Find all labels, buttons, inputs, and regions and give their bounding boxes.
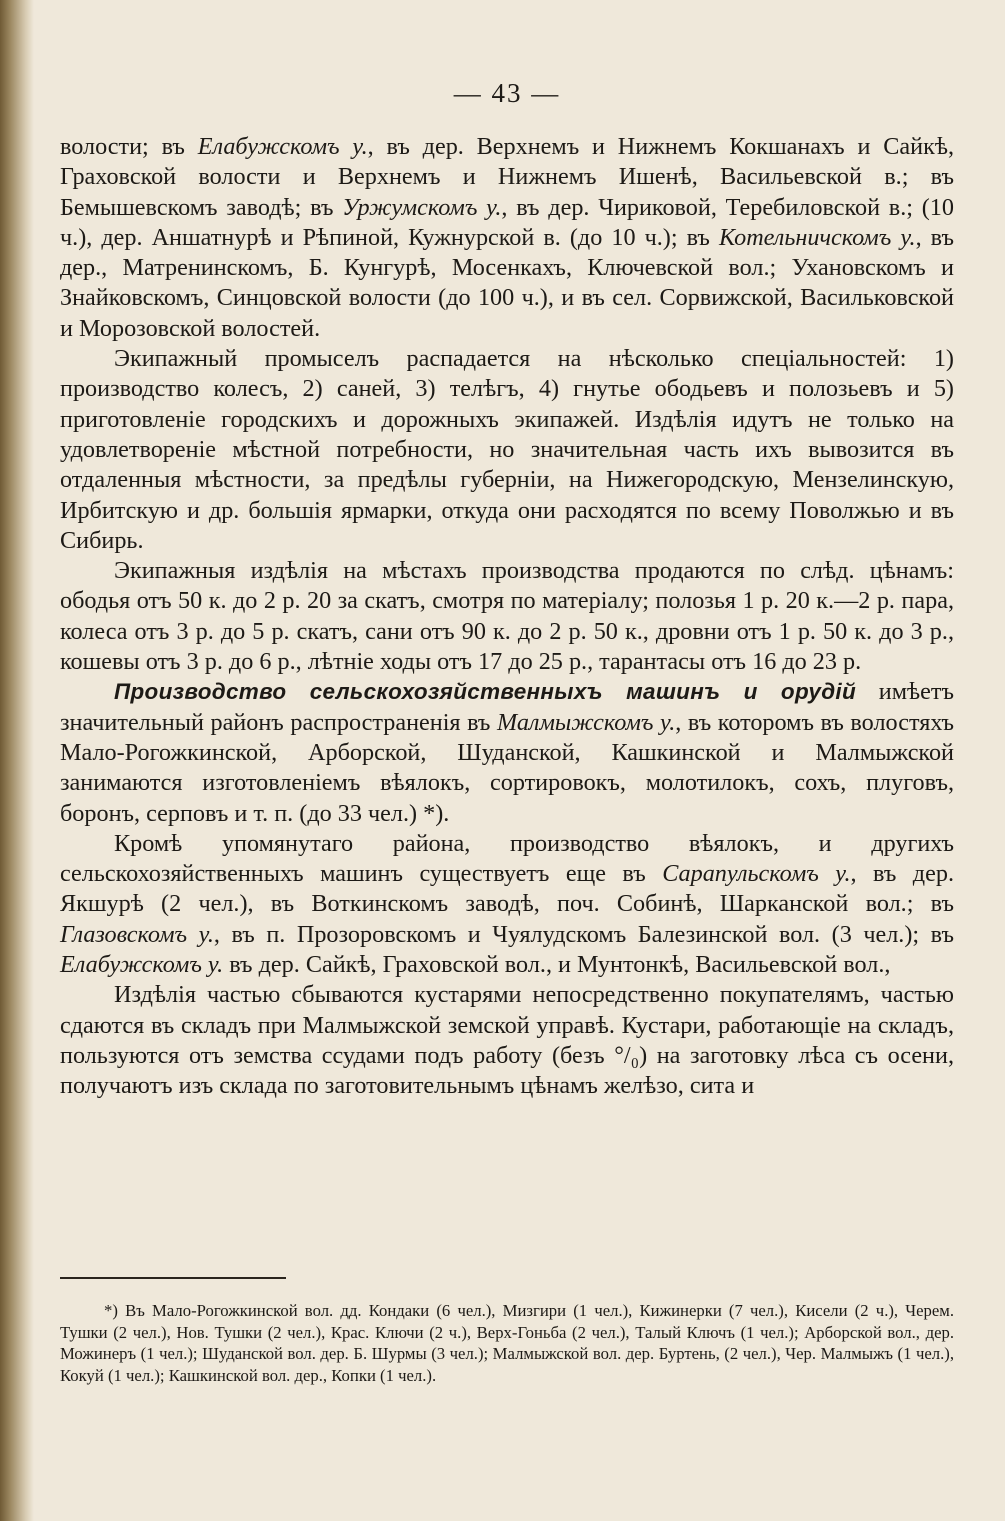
text-segment: , въ которомъ въ волостяхъ Мало-Рогожкинской, Арборской, Шуданской, Кашкинской и Малмыжской занимаются изготовленіемъ вѣялокъ, сортировокъ, молотилокъ, сохъ, плуговъ, боронъ, серповъ и т. п. (до 33 чел.) *). <box>60 708 955 827</box>
text-segment: Экипажныя издѣлія на мѣстахъ производства продаются по слѣд. цѣнамъ: ободья отъ 50 к. до 2 р. 20 за скатъ, смотря по матеріалу; полозья 1 р. 20 к.—2 р. пара, колеса отъ 3 р. до 5 р. скатъ, сани отъ 90 к. до 2 р. 50 к., дровни отъ 1 р. 50 к. до 3 р., кошевы отъ 3 р. до 6 р., лѣтніе ходы отъ 17 до 25 р., тарантасы отъ 16 до 23 р. <box>60 557 954 676</box>
text-segment: Экипажный промыселъ распадается на нѣсколько спеціальностей: 1) производство колесъ, 2) саней, 3) телѣгъ, 4) гнутье ободьевъ и полозьевъ и 5) приготовленіе городскихъ и дорожныхъ экипажей. Издѣлія идутъ не только на удовлетвореніе мѣстной потребности, но значительная часть ихъ вывозится въ отдаленныя мѣстности, за предѣлы губерніи, на Нижегородскую, Мензелинскую, Ирбитскую и др. большія ярмарки, откуда они расходятся по всему Поволжью и въ Сибирь. <box>60 345 954 554</box>
page-binding-edge <box>0 0 34 1521</box>
document-page <box>60 70 954 1490</box>
text-segment: въ дер. Сайкѣ, Граховской вол., и Мунтонкѣ, Васильевской вол., <box>223 951 891 979</box>
text-segment: , въ дер., Матренинскомъ, Б. Кунгурѣ, Мосенкахъ, Ключевской вол.; Ухановскомъ и Знайковскомъ, Синцовской волости (до 100 ч.), и въ сел. Сорвижской, Васильковской и Морозовской волостей. <box>60 223 954 342</box>
text-segment: Издѣлія частью сбываются кустарями непосредственно покупателямъ, частью сдаются въ складъ при Малмыжской земской управѣ. Кустари, работающіе на складъ, пользуются отъ земства ссудами подъ работу (безъ °/₀) на заготовку лѣса съ осени, получаютъ изъ склада по заготовительнымъ цѣнамъ желѣзо, сита и <box>60 981 954 1100</box>
main-text <box>60 132 954 1102</box>
italic-place-name: Елабужскомъ у. <box>197 133 368 160</box>
footnote-divider <box>60 1277 286 1279</box>
text-segment: , въ дер. Чириковой, Теребиловской в.; (10 ч.), дер. Аншатнурѣ и Рѣпиной, Кужнурской в. (до 10 ч.); въ <box>60 193 954 251</box>
text-segment: , въ дер. Якшурѣ (2 чел.), въ Воткинскомъ заводѣ, поч. Собинѣ, Шарканской вол.; въ <box>60 860 954 918</box>
text-segment: имѣетъ значительный районъ распространенія въ <box>60 678 954 736</box>
italic-place-name: Малмыжскомъ у. <box>497 708 676 736</box>
text-segment: Кромѣ упомянутаго района, производство вѣялокъ, и другихъ сельскохозяйственныхъ машинъ существуетъ еще въ <box>60 829 954 888</box>
footnote <box>60 1300 954 1386</box>
text-segment: волости; въ <box>60 133 198 160</box>
paragraph-5 <box>60 829 954 980</box>
footnote-text: *) Въ Мало-Рогожкинской вол. дд. Кондаки (6 чел.), Мизгири (1 чел.), Кижинерки (7 чел.), Кисели (2 ч.), Черем. Тушки (2 чел.), Нов. Тушки (2 чел.), Крас. Ключи (2 ч.), Верх-Гоньба (2 чел.), Талый Ключъ (1 чел.); Арборской вол., дер. Можинеръ (1 чел.); Шуданской вол. дер. Б. Шурмы (3 чел.); Малмыжской вол. дер. Буртень, (2 чел.), Чер. Малмыжъ (1 чел.), Кокуй (1 чел.); Кашкинской вол. дер., Копки (1 чел.). <box>60 1301 954 1385</box>
section-heading: Производство сельскохозяйственныхъ машинъ и орудій <box>114 679 857 705</box>
paragraph-4 <box>60 677 954 828</box>
page-number: — 43 — <box>453 78 561 108</box>
paragraph-1 <box>60 132 954 344</box>
paragraph-3 <box>60 556 954 677</box>
italic-place-name: Уржумскомъ у. <box>342 193 502 221</box>
italic-place-name: Сарапульскомъ у. <box>662 860 851 888</box>
text-segment: , въ дер. Верхнемъ и Нижнемъ Кокшанахъ и Сайкѣ, Граховской волости и Верхнемъ и Нижнемъ Ишенѣ, Васильевской в.; въ Бемышевскомъ заводѣ; въ <box>60 133 955 221</box>
text-segment: , въ п. Прозоровскомъ и Чуялудскомъ Балезинской вол. (3 чел.); въ <box>213 920 954 948</box>
paragraph-2 <box>60 344 954 556</box>
italic-place-name: Котельничскомъ у. <box>718 223 916 251</box>
paragraph-6 <box>60 980 954 1101</box>
italic-place-name: Елабужскомъ у. <box>60 951 224 979</box>
italic-place-name: Глазовскомъ у. <box>60 920 214 948</box>
